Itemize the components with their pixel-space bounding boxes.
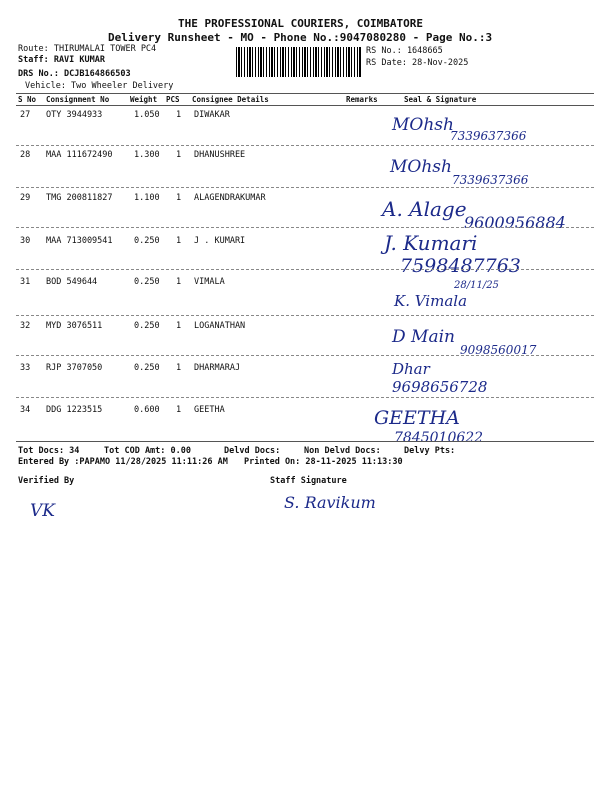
row-consignee: LOGANATHAN [194, 321, 246, 331]
row-consignment: OTY 3944933 [46, 110, 103, 120]
verified-by-label: Verified By [18, 476, 75, 486]
signature-name: D Main [392, 327, 455, 347]
verified-by-mark: VK [30, 501, 55, 521]
column-header-pcs: PCS [166, 95, 180, 104]
column-header-consignee: Consignee Details [192, 95, 269, 104]
delivery-points: Delvy Pts: [404, 446, 456, 456]
table-top-rule [16, 93, 594, 94]
signature-name: MOhsh [390, 157, 452, 177]
row-weight: 0.600 [134, 405, 160, 415]
vehicle-label: Vehicle: Two Wheeler Delivery [25, 81, 174, 91]
row-signature [388, 112, 548, 146]
rs-number: RS No.: 1648665 [366, 46, 443, 56]
column-header-remarks: Remarks [346, 95, 378, 104]
row-consignee: DHARMARAJ [194, 363, 241, 373]
row-sno: 29 [20, 193, 31, 203]
row-consignment: MAA 111672490 [46, 150, 113, 160]
row-separator [16, 397, 594, 398]
row-pcs: 1 [176, 236, 182, 246]
signature-name: J. Kumari [384, 231, 478, 255]
row-consignment: RJP 3707050 [46, 363, 103, 373]
row-signature [390, 276, 520, 316]
row-weight: 1.100 [134, 193, 160, 203]
signature-phone: 9698656728 [392, 378, 488, 396]
row-separator [16, 187, 594, 188]
signature-date: 28/11/25 [454, 280, 499, 291]
printed-on: Printed On: 28-11-2025 11:13:30 [244, 457, 403, 467]
staff-label: Staff: RAVI KUMAR [18, 55, 105, 65]
row-weight: 1.050 [134, 110, 160, 120]
delivered-docs: Delvd Docs: [224, 446, 281, 456]
row-consignment: DDG 1223515 [46, 405, 103, 415]
row-pcs: 1 [176, 363, 182, 373]
row-sno: 30 [20, 236, 31, 246]
signature-name: K. Vimala [394, 292, 468, 310]
table-bottom-rule [16, 441, 594, 442]
row-consignee: VIMALA [194, 277, 225, 287]
row-signature [388, 356, 558, 396]
row-pcs: 1 [176, 321, 182, 331]
signature-phone: 7339637366 [450, 129, 527, 143]
row-weight: 0.250 [134, 277, 160, 287]
signature-phone: 7598487763 [400, 255, 521, 276]
row-consignee: ALAGENDRAKUMAR [194, 193, 266, 203]
row-consignee: J . KUMARI [194, 236, 246, 246]
row-consignment: TMG 200811827 [46, 193, 113, 203]
column-header-weight: Weight [130, 95, 158, 104]
row-pcs: 1 [176, 277, 182, 287]
row-pcs: 1 [176, 405, 182, 415]
row-separator [16, 269, 594, 270]
column-header-sno: S No [18, 95, 37, 104]
signature-phone: 7845010622 [394, 430, 484, 446]
signature-phone: 7339637366 [452, 173, 529, 187]
route-label: Route: THIRUMALAI TOWER PC4 [18, 44, 157, 54]
verified-by-signature [28, 496, 88, 522]
total-docs: Tot Docs: 34 [18, 446, 80, 456]
signature-name: A. Alage [382, 197, 467, 221]
document-title: THE PROFESSIONAL COURIERS, COIMBATORE [178, 17, 424, 30]
row-consignee: GEETHA [194, 405, 225, 415]
rs-date: RS Date: 28-Nov-2025 [366, 58, 469, 68]
row-signature [378, 190, 578, 232]
signature-name: MOhsh [392, 115, 454, 135]
row-pcs: 1 [176, 150, 182, 160]
row-sno: 28 [20, 150, 31, 160]
row-weight: 0.250 [134, 363, 160, 373]
column-header-seal: Seal & Signature [404, 95, 477, 104]
header-bottom-rule [16, 105, 594, 106]
entered-by: Entered By :PAPAMO 11/28/2025 11:11:26 AM [18, 457, 228, 467]
row-consignee: DHANUSHREE [194, 150, 246, 160]
row-sno: 27 [20, 110, 31, 120]
row-sno: 34 [20, 405, 31, 415]
staff-signature-label: Staff Signature [270, 476, 347, 486]
row-weight: 0.250 [134, 321, 160, 331]
row-signature [388, 318, 578, 358]
row-signature [386, 152, 556, 190]
row-sno: 31 [20, 277, 31, 287]
row-consignment: BOD 549644 [46, 277, 98, 287]
signature-name: Dhar [392, 360, 430, 378]
row-separator [16, 315, 594, 316]
row-pcs: 1 [176, 110, 182, 120]
row-sno: 33 [20, 363, 31, 373]
row-separator [16, 145, 594, 146]
signature-phone: 9098560017 [460, 343, 537, 357]
row-weight: 1.300 [134, 150, 160, 160]
row-pcs: 1 [176, 193, 182, 203]
row-consignment: MAA 713009541 [46, 236, 113, 246]
total-cod-amount: Tot COD Amt: 0.00 [104, 446, 191, 456]
row-weight: 0.250 [134, 236, 160, 246]
staff-signature-text: S. Ravikum [284, 493, 376, 512]
column-header-consignment: Consignment No [46, 95, 110, 104]
barcode [236, 47, 362, 77]
document-subtitle: Delivery Runsheet - MO - Phone No.:9047080280 - Page No.:3 [108, 31, 493, 44]
row-consignee: DIWAKAR [194, 110, 230, 120]
drs-number: DRS No.: DCJB164866503 [18, 69, 131, 79]
row-sno: 32 [20, 321, 31, 331]
signature-name: GEETHA [374, 407, 460, 429]
row-consignment: MYD 3076511 [46, 321, 103, 331]
non-delivered-docs: Non Delvd Docs: [304, 446, 381, 456]
staff-signature-mark [282, 484, 392, 518]
signature-phone: 9600956884 [464, 213, 566, 232]
